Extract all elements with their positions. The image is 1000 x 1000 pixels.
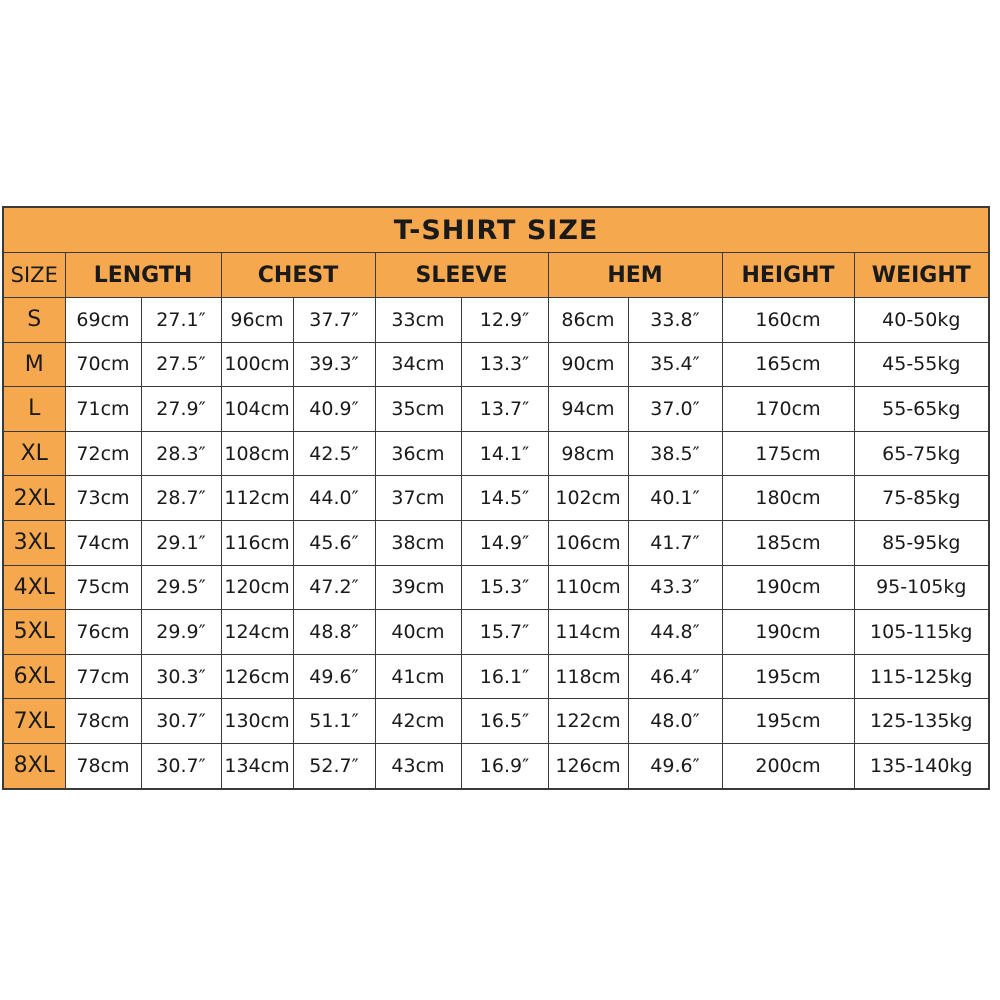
- sleeve-inch-cell: 15.7″: [461, 610, 548, 655]
- height-cell: 190cm: [722, 610, 854, 655]
- length-cm-cell: 71cm: [65, 387, 141, 432]
- sleeve-inch-cell: 13.3″: [461, 342, 548, 387]
- chest-cm-cell: 126cm: [221, 654, 293, 699]
- size-label-cell: L: [3, 387, 65, 432]
- hem-inch-cell: 49.6″: [628, 743, 722, 789]
- length-inch-cell: 29.5″: [141, 565, 221, 610]
- chest-cm-cell: 124cm: [221, 610, 293, 655]
- chest-inch-cell: 51.1″: [293, 699, 375, 744]
- sleeve-inch-cell: 16.9″: [461, 743, 548, 789]
- hem-cm-cell: 110cm: [548, 565, 628, 610]
- chest-inch-cell: 44.0″: [293, 476, 375, 521]
- weight-cell: 65-75kg: [854, 431, 989, 476]
- weight-cell: 40-50kg: [854, 298, 989, 343]
- sleeve-inch-cell: 14.1″: [461, 431, 548, 476]
- height-cell: 195cm: [722, 699, 854, 744]
- table-row: [3, 565, 989, 610]
- hem-cm-cell: 98cm: [548, 431, 628, 476]
- size-label-cell: 4XL: [3, 565, 65, 610]
- size-label-cell: M: [3, 342, 65, 387]
- length-cm-cell: 72cm: [65, 431, 141, 476]
- hem-cm-cell: 102cm: [548, 476, 628, 521]
- length-inch-cell: 30.7″: [141, 699, 221, 744]
- height-cell: 180cm: [722, 476, 854, 521]
- chest-cm-cell: 120cm: [221, 565, 293, 610]
- weight-cell: 75-85kg: [854, 476, 989, 521]
- length-inch-cell: 28.7″: [141, 476, 221, 521]
- hem-cm-cell: 106cm: [548, 520, 628, 565]
- weight-cell: 125-135kg: [854, 699, 989, 744]
- weight-cell: 45-55kg: [854, 342, 989, 387]
- sleeve-inch-cell: 16.5″: [461, 699, 548, 744]
- length-inch-cell: 27.9″: [141, 387, 221, 432]
- hem-inch-cell: 46.4″: [628, 654, 722, 699]
- header-chest: CHEST: [221, 253, 375, 298]
- chest-inch-cell: 45.6″: [293, 520, 375, 565]
- hem-cm-cell: 90cm: [548, 342, 628, 387]
- height-cell: 165cm: [722, 342, 854, 387]
- sleeve-cm-cell: 36cm: [375, 431, 461, 476]
- sleeve-inch-cell: 14.5″: [461, 476, 548, 521]
- chest-inch-cell: 37.7″: [293, 298, 375, 343]
- table-row: [3, 387, 989, 432]
- height-cell: 200cm: [722, 743, 854, 789]
- chest-cm-cell: 104cm: [221, 387, 293, 432]
- chest-inch-cell: 49.6″: [293, 654, 375, 699]
- hem-inch-cell: 35.4″: [628, 342, 722, 387]
- sleeve-cm-cell: 35cm: [375, 387, 461, 432]
- sleeve-inch-cell: 15.3″: [461, 565, 548, 610]
- length-cm-cell: 76cm: [65, 610, 141, 655]
- title-row: [3, 207, 989, 253]
- height-cell: 190cm: [722, 565, 854, 610]
- table-row: [3, 743, 989, 789]
- length-cm-cell: 77cm: [65, 654, 141, 699]
- table-row: [3, 654, 989, 699]
- sleeve-inch-cell: 16.1″: [461, 654, 548, 699]
- length-cm-cell: 74cm: [65, 520, 141, 565]
- weight-cell: 115-125kg: [854, 654, 989, 699]
- chest-cm-cell: 134cm: [221, 743, 293, 789]
- length-inch-cell: 28.3″: [141, 431, 221, 476]
- height-cell: 175cm: [722, 431, 854, 476]
- sleeve-cm-cell: 34cm: [375, 342, 461, 387]
- weight-cell: 55-65kg: [854, 387, 989, 432]
- chest-inch-cell: 48.8″: [293, 610, 375, 655]
- size-label-cell: S: [3, 298, 65, 343]
- chest-inch-cell: 40.9″: [293, 387, 375, 432]
- table-row: [3, 298, 989, 343]
- size-label-cell: 5XL: [3, 610, 65, 655]
- chest-inch-cell: 52.7″: [293, 743, 375, 789]
- length-inch-cell: 27.1″: [141, 298, 221, 343]
- hem-inch-cell: 38.5″: [628, 431, 722, 476]
- hem-cm-cell: 118cm: [548, 654, 628, 699]
- hem-cm-cell: 114cm: [548, 610, 628, 655]
- table-title: T-SHIRT SIZE: [3, 207, 989, 253]
- size-label-cell: 7XL: [3, 699, 65, 744]
- chest-inch-cell: 47.2″: [293, 565, 375, 610]
- hem-inch-cell: 48.0″: [628, 699, 722, 744]
- header-height: HEIGHT: [722, 253, 854, 298]
- height-cell: 195cm: [722, 654, 854, 699]
- hem-inch-cell: 40.1″: [628, 476, 722, 521]
- length-inch-cell: 30.3″: [141, 654, 221, 699]
- header-sleeve: SLEEVE: [375, 253, 548, 298]
- sleeve-cm-cell: 40cm: [375, 610, 461, 655]
- hem-cm-cell: 122cm: [548, 699, 628, 744]
- sleeve-inch-cell: 13.7″: [461, 387, 548, 432]
- hem-inch-cell: 43.3″: [628, 565, 722, 610]
- weight-cell: 135-140kg: [854, 743, 989, 789]
- sleeve-cm-cell: 42cm: [375, 699, 461, 744]
- header-size: SIZE: [3, 253, 65, 298]
- size-chart-table: [2, 206, 990, 790]
- header-weight: WEIGHT: [854, 253, 989, 298]
- weight-cell: 105-115kg: [854, 610, 989, 655]
- hem-cm-cell: 126cm: [548, 743, 628, 789]
- chest-cm-cell: 100cm: [221, 342, 293, 387]
- hem-inch-cell: 33.8″: [628, 298, 722, 343]
- sleeve-cm-cell: 37cm: [375, 476, 461, 521]
- length-cm-cell: 75cm: [65, 565, 141, 610]
- table-row: [3, 610, 989, 655]
- chest-cm-cell: 116cm: [221, 520, 293, 565]
- length-cm-cell: 78cm: [65, 699, 141, 744]
- hem-cm-cell: 86cm: [548, 298, 628, 343]
- table-row: [3, 476, 989, 521]
- header-hem: HEM: [548, 253, 722, 298]
- weight-cell: 85-95kg: [854, 520, 989, 565]
- length-cm-cell: 69cm: [65, 298, 141, 343]
- size-label-cell: 6XL: [3, 654, 65, 699]
- table-row: [3, 342, 989, 387]
- chest-cm-cell: 108cm: [221, 431, 293, 476]
- height-cell: 160cm: [722, 298, 854, 343]
- size-label-cell: 2XL: [3, 476, 65, 521]
- sleeve-cm-cell: 43cm: [375, 743, 461, 789]
- weight-cell: 95-105kg: [854, 565, 989, 610]
- hem-inch-cell: 41.7″: [628, 520, 722, 565]
- length-cm-cell: 70cm: [65, 342, 141, 387]
- table-row: [3, 520, 989, 565]
- length-cm-cell: 73cm: [65, 476, 141, 521]
- size-label-cell: 3XL: [3, 520, 65, 565]
- sleeve-inch-cell: 14.9″: [461, 520, 548, 565]
- header-length: LENGTH: [65, 253, 221, 298]
- sleeve-inch-cell: 12.9″: [461, 298, 548, 343]
- sleeve-cm-cell: 33cm: [375, 298, 461, 343]
- chest-cm-cell: 112cm: [221, 476, 293, 521]
- length-inch-cell: 27.5″: [141, 342, 221, 387]
- table-row: [3, 431, 989, 476]
- sleeve-cm-cell: 38cm: [375, 520, 461, 565]
- sleeve-cm-cell: 39cm: [375, 565, 461, 610]
- size-chart-body: [3, 207, 989, 789]
- hem-inch-cell: 44.8″: [628, 610, 722, 655]
- size-label-cell: XL: [3, 431, 65, 476]
- chest-inch-cell: 39.3″: [293, 342, 375, 387]
- height-cell: 185cm: [722, 520, 854, 565]
- size-label-cell: 8XL: [3, 743, 65, 789]
- length-cm-cell: 78cm: [65, 743, 141, 789]
- header-row: [3, 253, 989, 298]
- chest-cm-cell: 96cm: [221, 298, 293, 343]
- chest-inch-cell: 42.5″: [293, 431, 375, 476]
- table-row: [3, 699, 989, 744]
- chest-cm-cell: 130cm: [221, 699, 293, 744]
- hem-cm-cell: 94cm: [548, 387, 628, 432]
- hem-inch-cell: 37.0″: [628, 387, 722, 432]
- length-inch-cell: 29.9″: [141, 610, 221, 655]
- length-inch-cell: 29.1″: [141, 520, 221, 565]
- sleeve-cm-cell: 41cm: [375, 654, 461, 699]
- height-cell: 170cm: [722, 387, 854, 432]
- length-inch-cell: 30.7″: [141, 743, 221, 789]
